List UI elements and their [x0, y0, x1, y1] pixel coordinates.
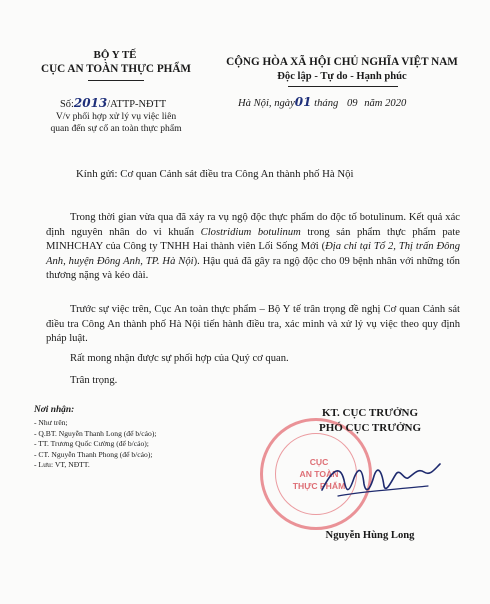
signer-role-2: PHÓ CỤC TRƯỞNG [318, 422, 422, 434]
stamp-text-2: AN TOÀN [299, 469, 339, 479]
handwritten-day: 01 [294, 95, 312, 109]
ministry-name: BỘ Y TẾ [93, 49, 137, 61]
stamp-text-3: THỰC PHẨM [292, 481, 346, 491]
signer-role-1: KT. CỤC TRƯỞNG [321, 407, 419, 419]
date-month: 09 [346, 98, 358, 109]
body-paragraph-2: Trước sự việc trên, Cục An toàn thực phẩm – Bộ Y tế trân trọng đề nghị Cơ quan Cảnh sát điều tra Công An thành phố Hà Nội tiến hành điều tra, xác minh và xử lý vụ việc theo quy định pháp luật. [46, 304, 460, 345]
recipients-title: Nơi nhận: [34, 405, 75, 415]
body-paragraph-4: Trân trọng. [70, 375, 118, 386]
recipient-item: - CT. Nguyễn Thanh Phong (để b/cáo); [34, 449, 153, 459]
recipient-item: - TT. Trương Quốc Cường (để b/cáo); [34, 439, 149, 449]
number-suffix: /ATTP-NĐTT [107, 99, 167, 110]
agency-name: CỤC AN TOÀN THỰC PHẨM [40, 63, 191, 75]
body-paragraph-1: Trong thời gian vừa qua đã xảy ra vụ ngộ độc thực phẩm do độc tố botulinum. Kết quả xác định nguyên nhân do vi khuẩn Clostridium botulinum trong sản phẩm thực phẩm pate MINHCHAY của Công ty TNHH Hai thành viên Lối Sống Mới (Địa chỉ tại Tổ 2, Thị trấn Đông Anh, huyện Đông Anh, TP. Hà Nội). Hậu quả đã gây ra ngộ độc cho 09 bệnh nhân với những tổn thương nặng và kéo dài. [46, 212, 461, 282]
bacteria-name: Clostridium botulinum [200, 226, 301, 238]
recipient-item: - Như trên; [34, 418, 68, 427]
date-year-label: năm [364, 98, 383, 109]
issue-date [238, 95, 406, 109]
number-prefix: Số: [60, 99, 74, 110]
date-year: 2020 [385, 98, 407, 109]
date-prefix: Hà Nội, ngày [238, 98, 295, 109]
addressee: Kính gửi: Cơ quan Cảnh sát điều tra Công An thành phố Hà Nội [76, 168, 354, 180]
agency-underline [88, 80, 144, 81]
recipient-item: - Lưu: VT, NĐTT. [34, 460, 90, 470]
subject-line-1: V/v phối hợp xử lý vụ việc liên [55, 111, 177, 122]
body-paragraph-3: Rất mong nhận được sự phối hợp của Quý cơ quan. [70, 353, 289, 364]
recipient-item: - Q.BT. Nguyễn Thanh Long (để b/cáo); [34, 428, 157, 438]
recipients-list [34, 418, 234, 471]
company-address: Địa chỉ tại Tổ 2, Thị trấn Đông Anh, huyện Đông Anh, TP. Hà Nội [46, 241, 460, 267]
motto-underline [288, 86, 398, 87]
signer-name: Nguyễn Hùng Long [325, 530, 415, 541]
handwritten-signature [318, 450, 444, 508]
handwritten-number: 2013 [73, 96, 108, 110]
country-name: CỘNG HÒA XÃ HỘI CHỦ NGHĨA VIỆT NAM [226, 56, 458, 68]
document-number [60, 96, 166, 110]
stamp-text-1: CỤC [309, 457, 329, 467]
date-month-label: tháng [314, 98, 339, 109]
national-motto: Độc lập - Tự do - Hạnh phúc [277, 71, 407, 82]
subject-line-2: quan đến sự cố an toàn thực phẩm [50, 123, 182, 134]
